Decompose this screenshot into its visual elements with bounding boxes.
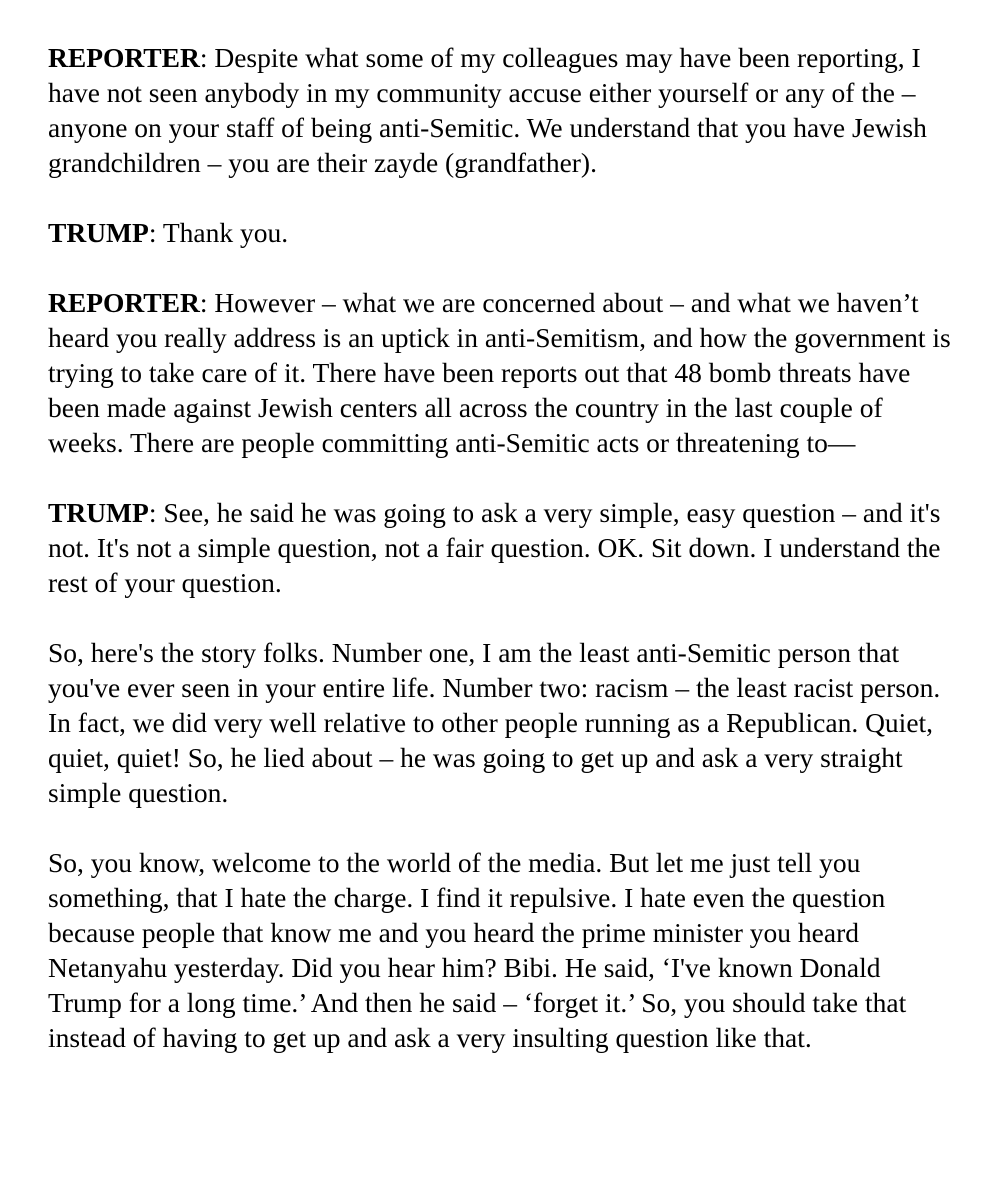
paragraph-text: So, here's the story folks. Number one, I am the least anti-Semitic person that you've ever seen in your entire life. Number two: racism – the least racist person. In fact, we did very well relative to other people running as a Republican. Quiet, quiet, quiet! So, he lied about – he was going to get up and ask a very straight simple question.	[48, 637, 941, 808]
speaker-label: TRUMP	[48, 217, 149, 248]
paragraph-text: : Despite what some of my colleagues may have been reporting, I have not seen anybody in my community accuse either yourself or any of the – anyone on your staff of being anti-Semitic. We understand that you have Jewish grandchildren – you are their zayde (grandfather).	[48, 42, 927, 178]
transcript-paragraph-trump-4	[48, 845, 958, 1055]
transcript-paragraph-reporter-1	[48, 40, 958, 180]
transcript-paragraph-trump-1	[48, 215, 958, 250]
transcript-paragraph-trump-3	[48, 635, 958, 810]
speaker-label: TRUMP	[48, 497, 149, 528]
paragraph-text: : However – what we are concerned about – and what we haven’t heard you really address is an uptick in anti-Semitism, and how the government is trying to take care of it. There have been reports out that 48 bomb threats have been made against Jewish centers all across the country in the last couple of weeks. There are people committing anti-Semitic acts or threatening to—	[48, 287, 951, 458]
transcript-document	[48, 40, 958, 1055]
speaker-label: REPORTER	[48, 287, 200, 318]
speaker-label: REPORTER	[48, 42, 200, 73]
paragraph-text: : See, he said he was going to ask a very simple, easy question – and it's not. It's not a simple question, not a fair question. OK. Sit down. I understand the rest of your question.	[48, 497, 941, 598]
transcript-paragraph-trump-2	[48, 495, 958, 600]
transcript-paragraph-reporter-2	[48, 285, 958, 460]
paragraph-text: : Thank you.	[148, 217, 289, 248]
paragraph-text: So, you know, welcome to the world of the media. But let me just tell you something, that I hate the charge. I find it repulsive. I hate even the question because people that know me and you heard the prime minister you heard Netanyahu yesterday. Did you hear him? Bibi. He said, ‘I've known Donald Trump for a long time.’ And then he said – ‘forget it.’ So, you should take that instead of having to get up and ask a very insulting question like that.	[48, 847, 907, 1053]
